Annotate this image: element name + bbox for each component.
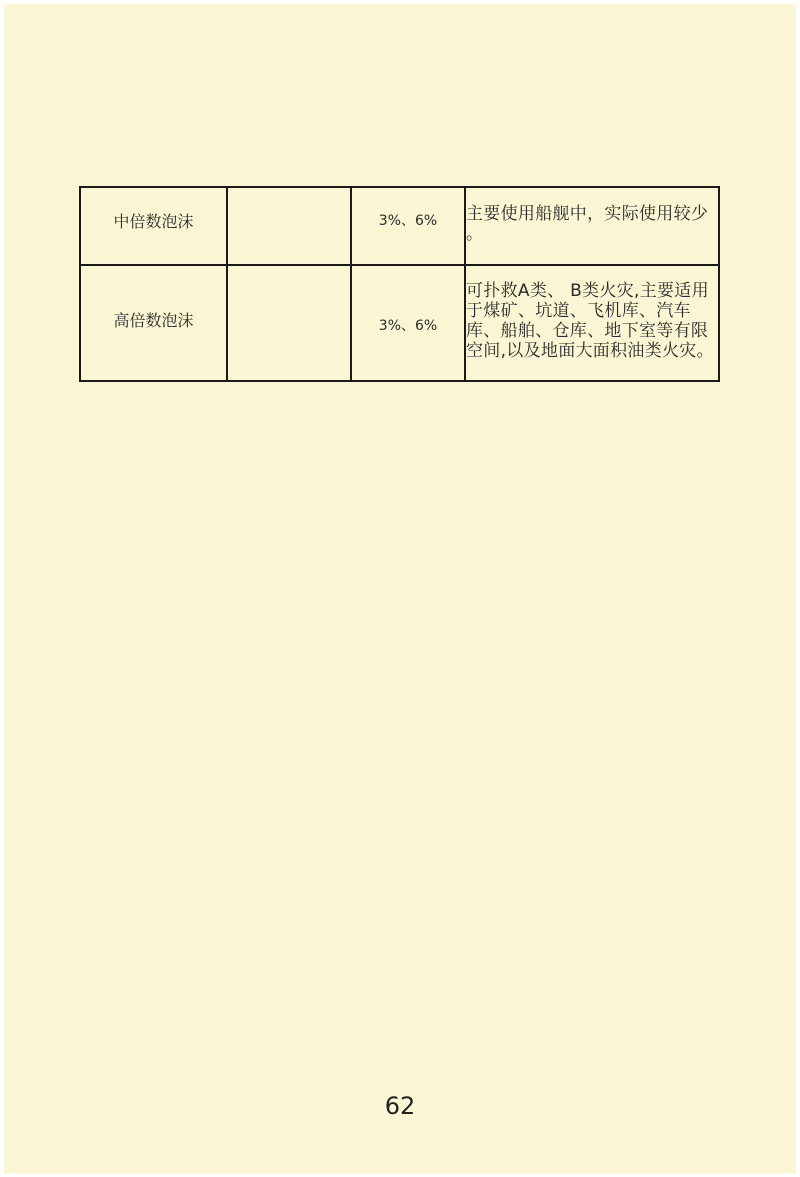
description-cell <box>465 265 719 381</box>
concentration-value: 3%、6% <box>378 318 438 334</box>
foam-name: 中倍数泡沫 <box>113 211 194 231</box>
description-cell <box>465 187 719 265</box>
concentration-value: 3%、6% <box>378 213 438 229</box>
document-page <box>4 4 796 1173</box>
foam-name: 高倍数泡沫 <box>113 310 194 330</box>
description-text: 主要使用船舰中，实际使用较少 。 <box>466 204 709 244</box>
empty-cell <box>227 187 351 265</box>
table-row <box>80 187 719 265</box>
concentration-cell <box>351 187 465 265</box>
concentration-cell <box>351 265 465 381</box>
empty-cell <box>227 265 351 381</box>
foam-name-cell <box>80 187 227 265</box>
foam-type-table <box>79 186 720 382</box>
description-text: 可扑救A类、 B类火灾,主要适用于煤矿、坑道、飞机库、汽车库、船舶、仓库、地下室等有限空间,以及地面大面积油类火灾。 <box>466 281 714 361</box>
page-number: 62 <box>384 1092 416 1120</box>
foam-name-cell <box>80 265 227 381</box>
table-row <box>80 265 719 381</box>
